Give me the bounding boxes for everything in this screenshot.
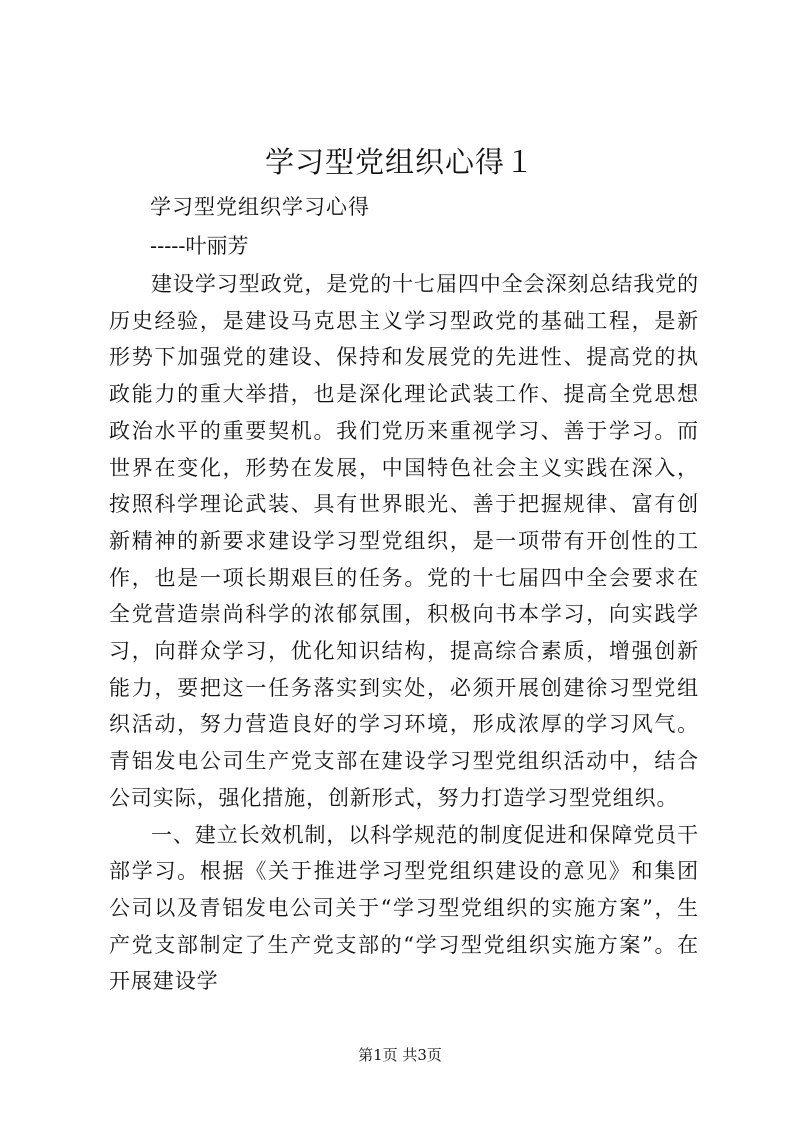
body-paragraph: 一、建立长效机制，以科学规范的制度促进和保障党员干部学习。根据《关于推进学习型党组织建设的意见》和集团公司以及青铝发电公司关于“学习型党组织的实施方案”，生产党支部制定了生产党支部的“学习型党组织实施方案”。在开展建设学: [109, 822, 699, 994]
document-subtitle: 学习型党组织学习心得: [150, 195, 370, 219]
document-author: -----叶丽芳: [150, 234, 249, 258]
page-footer: 第1页 共3页: [358, 1046, 442, 1064]
document-body: [109, 266, 699, 1000]
document-title: 学习型党组织心得１: [264, 145, 535, 179]
body-paragraph: 建设学习型政党，是党的十七届四中全会深刻总结我党的历史经验，是建设马克思主义学习型政党的基础工程，是新形势下加强党的建设、保持和发展党的先进性、提高党的执政能力的重大举措，也是深化理论武装工作、提高全党思想政治水平的重要契机。我们党历来重视学习、善于学习。而世界在变化，形势在发展，中国特色社会主义实践在深入，按照科学理论武装、具有世界眼光、善于把握规律、富有创新精神的新要求建设学习型党组织，是一项带有开创性的工作，也是一项长期艰巨的任务。党的十七届四中全会要求在全党营造崇尚科学的浓郁氛围，积极向书本学习，向实践学习，向群众学习，优化知识结构，提高综合素质，增强创新能力，要把这一任务落实到实处，必须开展创建徐习型党组织活动，努力营造良好的学习环境，形成浓厚的学习风气。青铝发电公司生产党支部在建设学习型党组织活动中，结合公司实际，强化措施，创新形式，努力打造学习型党组织。: [109, 272, 699, 810]
